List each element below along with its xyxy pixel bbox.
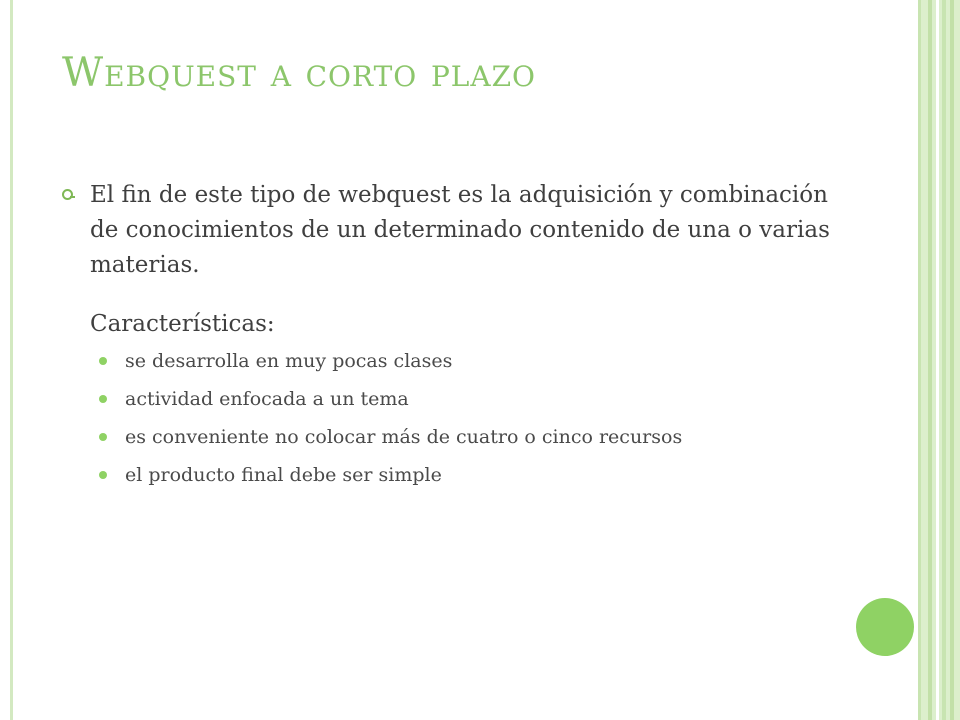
ring-bullet-icon — [62, 189, 73, 200]
dot-bullet-icon — [99, 433, 107, 441]
list-item — [62, 462, 842, 488]
list-item — [62, 424, 842, 450]
dot-bullet-icon — [99, 357, 107, 365]
dot-bullet-icon — [99, 471, 107, 479]
right-stripe — [918, 0, 921, 720]
list-item-text: es conveniente no colocar más de cuatro o cinco recursos — [125, 426, 683, 448]
list-item-text: actividad enfocada a un tema — [125, 388, 409, 410]
slide-content — [62, 178, 842, 500]
main-bullet-text: El fin de este tipo de webquest es la adquisición y combinación de conocimientos de un determinado contenido de una o varias materias. — [90, 182, 830, 278]
list-item — [62, 386, 842, 412]
right-stripe — [942, 0, 946, 720]
right-stripe — [936, 0, 939, 720]
slide-title: Webquest a corto plazo — [62, 50, 537, 96]
main-bullet — [62, 178, 842, 283]
characteristics-list — [62, 348, 842, 488]
right-stripe — [950, 0, 954, 720]
left-frame-line — [10, 0, 13, 720]
list-item — [62, 348, 842, 374]
decorative-circle — [856, 598, 914, 656]
list-item-text: se desarrolla en muy pocas clases — [125, 350, 453, 372]
dot-bullet-icon — [99, 395, 107, 403]
list-item-text: el producto final debe ser simple — [125, 464, 442, 486]
right-stripe — [928, 0, 932, 720]
subheading: Características: — [90, 311, 275, 337]
